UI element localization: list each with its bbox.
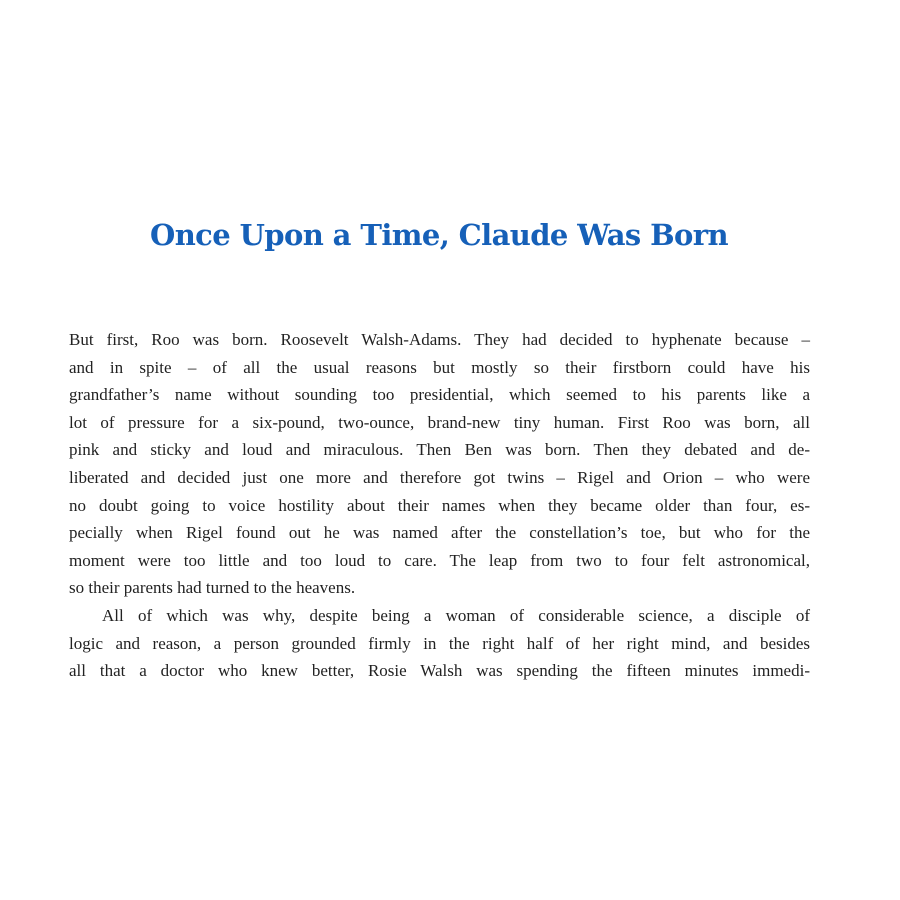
text-line: But first, Roo was born. Roosevelt Walsh-Adams. They had decided to hyphenate because – (69, 330, 810, 349)
text-line: grandfather’s name without sounding too presidential, which seemed to his parents like a (69, 385, 810, 405)
text-line: All of which was why, despite being a woman of considerable science, a disciple of (102, 605, 810, 625)
text-line: liberated and decided just one more and therefore got twins – Rigel and Orion – who were (69, 467, 810, 487)
text-line: no doubt going to voice hostility about their names when they became older than four, es- (69, 495, 810, 515)
text-line: and in spite – of all the usual reasons but mostly so their firstborn could have his (69, 357, 810, 377)
text-line: so their parents had turned to the heavens. (69, 578, 356, 598)
text-line: logic and reason, a person grounded firmly in the right half of her right mind, and besides (69, 633, 810, 653)
text-line: pink and sticky and loud and miraculous. Then Ben was born. Then they debated and de- (69, 440, 810, 460)
text-line: lot of pressure for a six-pound, two-ounce, brand-new tiny human. First Roo was born, all (69, 412, 810, 432)
text-line: moment were too little and too loud to care. The leap from two to four felt astronomical, (69, 550, 810, 570)
body-text (69, 326, 810, 685)
text-line: all that a doctor who knew better, Rosie Walsh was spending the fifteen minutes immedi- (69, 661, 810, 681)
text-line: pecially when Rigel found out he was named after the constellation’s toe, but who for the (69, 523, 810, 543)
chapter-title: Once Upon a Time, Claude Was Born (150, 218, 728, 252)
